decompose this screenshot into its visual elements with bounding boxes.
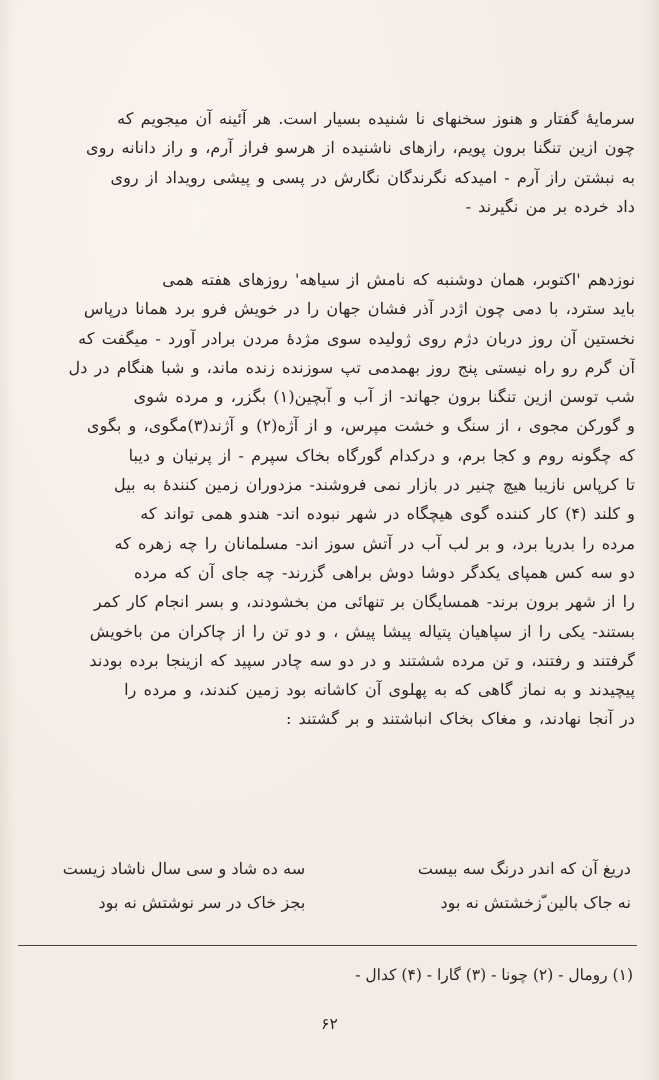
paragraph-2-line-4: آن گرم رو راه نیستی پنج روز بهمدمی تپ سوزنده زنده ماند، و شبا هنگام در دل [68, 357, 635, 377]
paragraph-1-line-3: به نبشتن راز آرم - امیدکه نگرندگان نگارش در پسی و پیشی رویداد از روی [110, 167, 635, 187]
paragraph-2-line-8: تا کرپاس نازیبا هیچ چنیر در بازار نمی فروشند- مزدوران زمین کنندهٔ به بیل [114, 475, 635, 495]
paragraph-2-line-16: در آنجا نهادند، و مغاک بخاک انباشتند و بر گشتند : [285, 709, 635, 729]
paragraph-1-line-4: داد خرده بر من نگیرند - [465, 196, 635, 216]
page-number: ۶۲ [321, 1015, 338, 1033]
verse-line-2 [28, 886, 631, 920]
paragraph-2-line-2: باید سترد، با دمی چون اژدر آذر فشان جهان را در خویش فرو برد همانا درپاس [83, 299, 635, 319]
paragraph-2-line-14: گرفتند و رفتند، و تن مرده ششتند و در دو سه چادر سپید که ازینجا برده بودند [89, 650, 635, 670]
paragraph-2-line-3: نخستین آن روز دربان دژم روی ژولیده سوی مژدهٔ مردن برادر آورد - میگفت که [78, 328, 635, 348]
verse-line-2-first-hemistich: نه جاک بالین ّزخشتش نه بود [440, 893, 631, 912]
paragraph-2-line-5: شب توسن ازین تنگنا برون جهاند- از آب و آبچین(۱) بگزر، و مرده شوی [133, 387, 635, 407]
verse-line-1-first-hemistich: دریغ آن که اندر درنگ سه بیست [417, 859, 631, 878]
verse-line-1 [28, 852, 631, 886]
paragraph-2-line-6: و گورکن مجوی ، از سنگ و خشت مپرس، و از آژه(۲) و آژند(۳)مگوی، و بگوی [86, 416, 635, 436]
footnotes: (۱) رومال - (۲) چونا - (۳) گارا - (۴) کدال - [355, 966, 633, 984]
paragraph-2-line-10: مرده را بدریا برد، و بر لب آب در آتش سوز اند- مسلمانان را چه زهره که [114, 533, 635, 553]
paragraph-2-line-9: و کلند (۴) کار کننده گوی هیچگاه در شهر نبوده اند- هندو همی تواند که [140, 504, 635, 524]
paragraph-2-line-15: پیچیدند و به نماز گاهی که به پهلوی آن کاشانه بود زمین کندند، و مرده را [124, 680, 635, 700]
paragraph-1-line-2: چون ازین تنگنا برون پویم، رازهای ناشنیده از هرسو فراز آرم، و راز دانانه روی [86, 138, 635, 158]
verse-line-1-second-hemistich: سه ده شاد و سی سال ناشاد زیست [62, 859, 306, 878]
verse-line-2-second-hemistich: بجز خاک در سر نوشتش نه بود [98, 893, 306, 912]
paragraph-2-line-7: که چگونه روم و کجا برم، و درکدام گورگاه بخاک سپرم - از پرنیان و دیبا [128, 445, 635, 465]
paragraph-2-line-11: دو سه کس همپای یکدگر دوشا دوش براهی گزرند- چه جای آن که مرده [133, 562, 635, 582]
paragraph-2-line-13: بستند- یکی را از سپاهیان پتیاله پیشا پیش ، و دو تن را از چاکران من باخویش [89, 621, 635, 641]
verse-couplets [28, 852, 631, 920]
paragraph-2-line-1: نوزدهم 'اکتوبر، همان دوشنبه که نامش از سیاهه' روزهای هفته همی [162, 270, 635, 289]
paragraph-2-line-12: را از شهر برون برند- همسایگان بر تنهائی من بخشودند، و بسر انجام کار کمر [93, 592, 635, 612]
paragraph-2 [24, 265, 635, 734]
footnote-divider [18, 945, 637, 946]
paragraph-1-line-1: سرمایهٔ گفتار و هنوز سخنهای نا شنیده بسیار است. هر آئینه آن میجویم که [117, 109, 635, 128]
paragraph-1 [24, 104, 635, 221]
